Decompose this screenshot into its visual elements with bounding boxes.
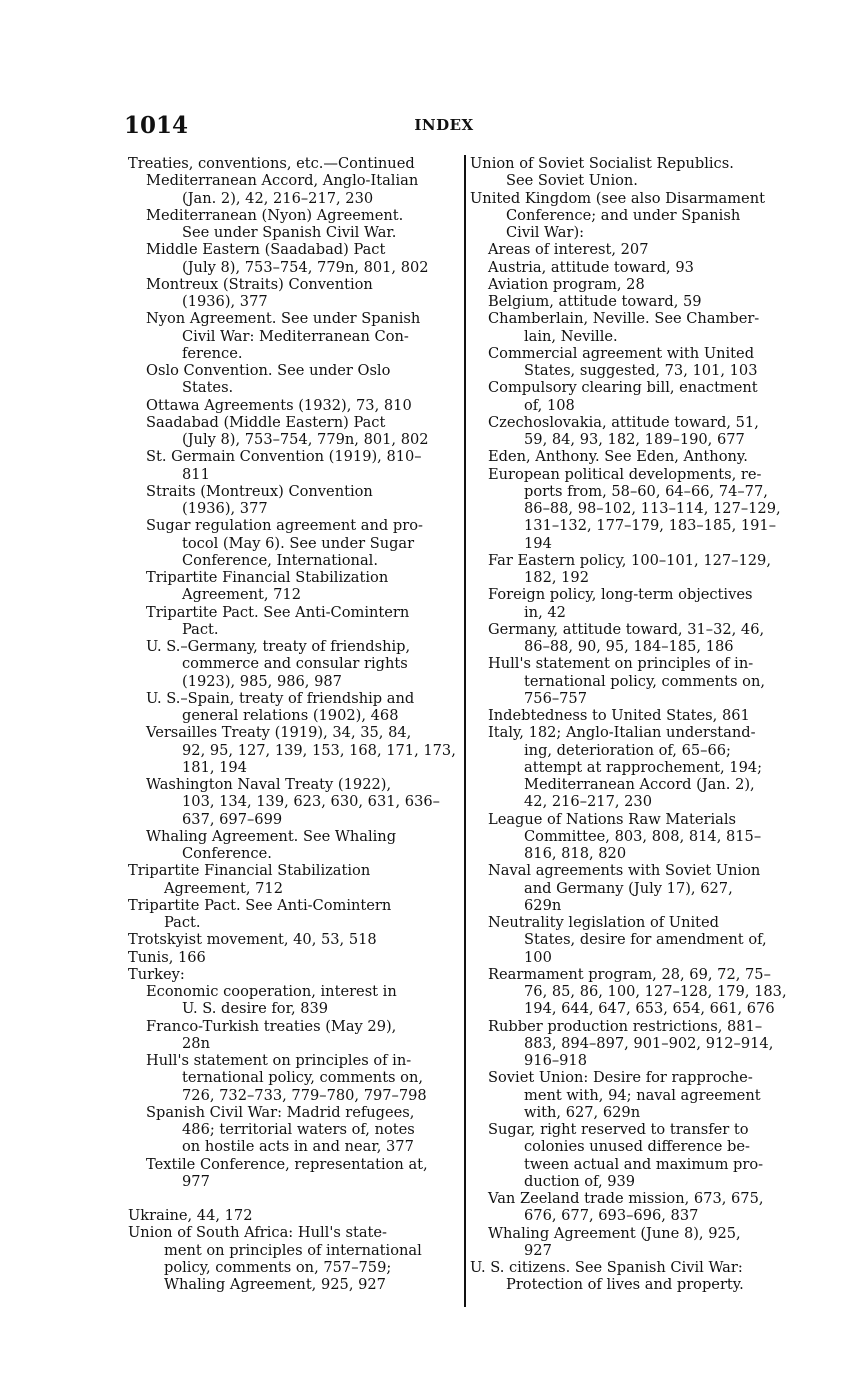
index-entry xyxy=(470,379,800,414)
index-entry-line: (July 8), 753–754, 779n, 801, 802 xyxy=(182,431,429,448)
index-entry-line: Naval agreements with Soviet Union xyxy=(488,862,761,880)
index-entry xyxy=(128,362,458,397)
index-entry xyxy=(470,914,800,966)
index-entry xyxy=(128,931,458,948)
index-entry-line: U. S.–Spain, treaty of friendship and xyxy=(146,689,415,707)
index-entry-line: tween actual and maximum pro- xyxy=(524,1155,764,1173)
index-entry-line: Spanish Civil War: Madrid refugees, xyxy=(146,1103,415,1121)
index-entry-line: Protection of lives and property. xyxy=(506,1276,744,1294)
index-entry-line: 86–88, 90, 95, 184–185, 186 xyxy=(524,638,734,655)
index-entry-line: 637, 697–699 xyxy=(182,810,283,828)
index-entry-line: 42, 216–217, 230 xyxy=(524,793,652,811)
index-entry-line: (1936), 377 xyxy=(182,293,268,310)
index-entry-line: Tripartite Pact. See Anti-Comintern xyxy=(146,603,410,621)
index-entry-line: Agreement, 712 xyxy=(164,879,284,897)
index-entry-line: Tripartite Pact. See Anti-Comintern xyxy=(128,896,392,914)
index-entry-line: policy, comments on, 757–759; xyxy=(164,1258,392,1276)
index-entry-line: on hostile acts in and near, 377 xyxy=(182,1138,414,1156)
index-entry-line: Committee, 803, 808, 814, 815– xyxy=(524,827,762,845)
index-entry xyxy=(128,1018,458,1053)
index-entry-line: 59, 84, 93, 182, 189–190, 677 xyxy=(524,431,745,448)
index-entry-line: 76, 85, 86, 100, 127–128, 179, 183, xyxy=(524,983,787,1000)
index-entry xyxy=(470,724,800,810)
index-entry-line: lain, Neville. xyxy=(524,327,618,345)
index-entry-line: colonies unused difference be- xyxy=(524,1138,750,1156)
index-entry-line: Sugar, right reserved to transfer to xyxy=(488,1121,749,1138)
index-entry-line: attempt at rapprochement, 194; xyxy=(524,758,763,776)
index-entry-line: Franco-Turkish treaties (May 29), xyxy=(146,1017,397,1035)
index-entry-line: ports from, 58–60, 64–66, 74–77, xyxy=(524,482,768,500)
index-entry-line: U. S.–Germany, treaty of friendship, xyxy=(146,638,411,655)
index-entry-line: Treaties, conventions, etc.—Continued xyxy=(128,155,415,172)
index-entry-line: Union of Soviet Socialist Republics. xyxy=(470,155,734,172)
index-entry-line: ference. xyxy=(182,344,243,362)
index-entry-line: Union of South Africa: Hull's state- xyxy=(128,1224,387,1242)
index-entry-line: 977 xyxy=(182,1172,210,1190)
index-column-left xyxy=(128,155,458,1293)
index-entry xyxy=(470,241,800,258)
index-entry-line: 676, 677, 693–696, 837 xyxy=(524,1207,699,1225)
index-entry-line: 629n xyxy=(524,896,562,914)
index-entry-line: Civil War): xyxy=(506,224,585,241)
index-entry-line: tocol (May 6). See under Sugar xyxy=(182,534,415,552)
index-entry xyxy=(128,1224,458,1293)
index-entry-line: 181, 194 xyxy=(182,758,247,776)
index-entry-line: 726, 732–733, 779–780, 797–798 xyxy=(182,1086,427,1104)
index-entry-line: Trotskyist movement, 40, 53, 518 xyxy=(128,931,377,949)
page-number: 1014 xyxy=(124,112,189,139)
index-entry-line: (Jan. 2), 42, 216–217, 230 xyxy=(182,189,374,207)
index-entry-line: U. S. citizens. See Spanish Civil War: xyxy=(470,1259,743,1276)
index-entry-line: Pact. xyxy=(164,914,201,931)
index-entry-line: Conference. xyxy=(182,845,272,862)
index-entry-line: States, suggested, 73, 101, 103 xyxy=(524,362,758,379)
index-entry-line: 131–132, 177–179, 183–185, 191– xyxy=(524,517,777,535)
index-entry xyxy=(470,155,800,190)
entry-gap xyxy=(128,1190,458,1207)
index-entry-line: States, desire for amendment of, xyxy=(524,931,767,949)
index-entry xyxy=(470,448,800,465)
index-entry-line: 927 xyxy=(524,1241,552,1259)
index-entry-line: ment with, 94; naval agreement xyxy=(524,1086,761,1104)
running-head: INDEX xyxy=(414,116,474,134)
index-entry xyxy=(470,586,800,621)
index-entry xyxy=(128,862,458,897)
index-entry xyxy=(128,1052,458,1104)
index-entry-line: ternational policy, comments on, xyxy=(524,672,766,690)
index-entry xyxy=(128,483,458,518)
index-entry xyxy=(470,259,800,276)
index-entry-line: Textile Conference, representation at, xyxy=(146,1155,428,1173)
index-entry-line: ment on principles of international xyxy=(164,1241,422,1259)
index-entry xyxy=(470,1225,800,1260)
index-entry xyxy=(128,1156,458,1191)
index-entry-line: commerce and consular rights xyxy=(182,655,408,673)
index-entry-line: of, 108 xyxy=(524,396,575,414)
index-entry-line: Hull's statement on principles of in- xyxy=(488,655,754,673)
index-entry-line: Oslo Convention. See under Oslo xyxy=(146,362,391,379)
index-entry xyxy=(470,621,800,656)
index-entry-line: Germany, attitude toward, 31–32, 46, xyxy=(488,620,765,638)
index-entry xyxy=(470,655,800,707)
index-entry-line: Mediterranean Accord (Jan. 2), xyxy=(524,776,755,793)
index-entry-line: United Kingdom (see also Disarmament xyxy=(470,189,765,207)
index-entry-line: See Soviet Union. xyxy=(506,172,638,190)
index-entry-line: 103, 134, 139, 623, 630, 631, 636– xyxy=(182,793,440,811)
index-entry-line: Tripartite Financial Stabilization xyxy=(128,862,371,880)
index-entry-line: Saadabad (Middle Eastern) Pact xyxy=(146,413,386,431)
index-entry-line: Tunis, 166 xyxy=(128,948,206,966)
index-entry xyxy=(128,897,458,932)
index-entry-line: ternational policy, comments on, xyxy=(182,1069,424,1087)
page-header xyxy=(124,112,764,142)
index-entry xyxy=(470,552,800,587)
index-entry-line: Turkey: xyxy=(128,965,185,983)
index-entry xyxy=(470,966,800,1018)
index-entry xyxy=(128,276,458,311)
index-entry-line: duction of, 939 xyxy=(524,1172,636,1190)
index-entry-line: Ottawa Agreements (1932), 73, 810 xyxy=(146,396,412,414)
index-entry xyxy=(470,414,800,449)
index-entry xyxy=(470,1069,800,1121)
index-entry-line: 28n xyxy=(182,1034,210,1052)
index-entry-line: Eden, Anthony. See Eden, Anthony. xyxy=(488,448,748,466)
index-entry-line: in, 42 xyxy=(524,603,566,621)
index-entry-line: Conference, International. xyxy=(182,551,378,569)
index-entry-line: St. Germain Convention (1919), 810– xyxy=(146,448,422,466)
index-entry-line: Whaling Agreement, 925, 927 xyxy=(164,1276,386,1293)
index-entry xyxy=(470,190,800,242)
index-entry-line: Far Eastern policy, 100–101, 127–129, xyxy=(488,551,771,569)
index-entry xyxy=(470,310,800,345)
index-entry-line: Areas of interest, 207 xyxy=(488,241,649,259)
index-entry-line: Van Zeeland trade mission, 673, 675, xyxy=(488,1190,764,1207)
index-entry xyxy=(128,1207,458,1224)
index-entry-line: Agreement, 712 xyxy=(182,586,302,604)
index-entry xyxy=(128,172,458,207)
index-entry-line: Nyon Agreement. See under Spanish xyxy=(146,310,421,328)
index-entry xyxy=(128,310,458,362)
index-entry-line: Mediterranean (Nyon) Agreement. xyxy=(146,206,404,224)
index-entry-line: 92, 95, 127, 139, 153, 168, 171, 173, xyxy=(182,741,456,759)
index-entry-line: Montreux (Straits) Convention xyxy=(146,275,373,293)
index-entry-line: Versailles Treaty (1919), 34, 35, 84, xyxy=(146,724,412,742)
index-entry-line: Middle Eastern (Saadabad) Pact xyxy=(146,241,386,259)
index-entry xyxy=(128,448,458,483)
index-entry xyxy=(470,1018,800,1070)
index-entry-line: Soviet Union: Desire for rapproche- xyxy=(488,1069,753,1087)
index-entry-line: European political developments, re- xyxy=(488,465,762,483)
index-entry-line: League of Nations Raw Materials xyxy=(488,810,736,828)
index-entry-line: 86–88, 98–102, 113–114, 127–129, xyxy=(524,500,781,517)
index-entry-line: U. S. desire for, 839 xyxy=(182,1000,329,1018)
index-entry-line: 916–918 xyxy=(524,1052,588,1069)
index-entry-line: Rubber production restrictions, 881– xyxy=(488,1017,763,1035)
index-entry-line: Chamberlain, Neville. See Chamber- xyxy=(488,310,760,328)
index-entry-line: Civil War: Mediterranean Con- xyxy=(182,327,409,345)
index-entry xyxy=(128,1104,458,1156)
index-entry xyxy=(128,690,458,725)
index-entry-line: Mediterranean Accord, Anglo-Italian xyxy=(146,172,419,190)
index-entry-line: with, 627, 629n xyxy=(524,1103,641,1121)
index-entry xyxy=(470,293,800,310)
index-entry xyxy=(128,983,458,1018)
index-entry xyxy=(470,1190,800,1225)
index-entry-line: (1923), 985, 986, 987 xyxy=(182,672,342,690)
index-entry xyxy=(128,517,458,569)
index-entry xyxy=(128,966,458,983)
index-entry xyxy=(128,569,458,604)
index-entry-line: Whaling Agreement (June 8), 925, xyxy=(488,1224,741,1242)
index-entry xyxy=(470,1259,800,1294)
index-entry xyxy=(470,276,800,293)
index-entry-line: Ukraine, 44, 172 xyxy=(128,1207,253,1224)
index-entry-line: Foreign policy, long-term objectives xyxy=(488,586,753,604)
index-entry-line: Indebtedness to United States, 861 xyxy=(488,707,750,724)
index-entry-line: Italy, 182; Anglo-Italian understand- xyxy=(488,724,756,742)
index-column-right xyxy=(470,155,800,1294)
index-entry-line: See under Spanish Civil War. xyxy=(182,224,397,241)
index-entry xyxy=(128,949,458,966)
index-entry-line: Pact. xyxy=(182,620,219,638)
index-entry xyxy=(128,776,458,828)
index-entry xyxy=(470,707,800,724)
index-entry xyxy=(128,828,458,863)
index-entry-line: Austria, attitude toward, 93 xyxy=(488,258,694,276)
index-entry xyxy=(470,345,800,380)
index-entry-line: Belgium, attitude toward, 59 xyxy=(488,293,702,310)
index-entry xyxy=(470,862,800,914)
index-entry-line: general relations (1902), 468 xyxy=(182,707,399,724)
index-entry xyxy=(128,638,458,690)
index-entry-line: Sugar regulation agreement and pro- xyxy=(146,517,423,535)
index-entry-line: Compulsory clearing bill, enactment xyxy=(488,379,758,397)
column-divider xyxy=(464,155,466,1307)
index-entry-line: 194, 644, 647, 653, 654, 661, 676 xyxy=(524,1000,775,1018)
index-entry-line: 816, 818, 820 xyxy=(524,845,627,862)
index-entry-line: and Germany (July 17), 627, xyxy=(524,879,733,897)
index-entry-line: 486; territorial waters of, notes xyxy=(182,1121,415,1138)
index-entry-line: Conference; and under Spanish xyxy=(506,206,741,224)
index-entry-line: Hull's statement on principles of in- xyxy=(146,1052,412,1069)
index-entry-line: Washington Naval Treaty (1922), xyxy=(146,776,392,793)
index-entry-line: Czechoslovakia, attitude toward, 51, xyxy=(488,413,759,431)
index-entry xyxy=(128,604,458,639)
index-entry-line: Straits (Montreux) Convention xyxy=(146,482,373,500)
index-entry xyxy=(128,241,458,276)
index-entry xyxy=(128,414,458,449)
index-entry xyxy=(470,1121,800,1190)
index-entry xyxy=(128,155,458,172)
index-entry-line: Economic cooperation, interest in xyxy=(146,983,397,1000)
index-entry-line: (1936), 377 xyxy=(182,500,268,517)
index-entry-line: Neutrality legislation of United xyxy=(488,914,719,931)
index-entry-line: 182, 192 xyxy=(524,569,589,586)
index-entry xyxy=(470,811,800,863)
index-entry xyxy=(128,207,458,242)
index-entry-line: 883, 894–897, 901–902, 912–914, xyxy=(524,1034,774,1052)
index-entry-line: (July 8), 753–754, 779n, 801, 802 xyxy=(182,258,429,276)
index-entry-line: Commercial agreement with United xyxy=(488,344,755,362)
index-entry-line: 756–757 xyxy=(524,689,588,707)
index-entry xyxy=(128,724,458,776)
index-entry-line: Whaling Agreement. See Whaling xyxy=(146,827,397,845)
index-entry-line: ing, deterioration of, 65–66; xyxy=(524,741,731,759)
index-entry xyxy=(128,397,458,414)
index-entry-line: 100 xyxy=(524,948,552,966)
index-entry-line: Rearmament program, 28, 69, 72, 75– xyxy=(488,965,771,983)
index-entry-line: 194 xyxy=(524,534,552,552)
index-entry xyxy=(470,466,800,552)
index-entry-line: Tripartite Financial Stabilization xyxy=(146,569,389,586)
index-entry-line: 811 xyxy=(182,465,210,483)
index-entry-line: States. xyxy=(182,379,234,397)
index-entry-line: Aviation program, 28 xyxy=(488,275,645,293)
